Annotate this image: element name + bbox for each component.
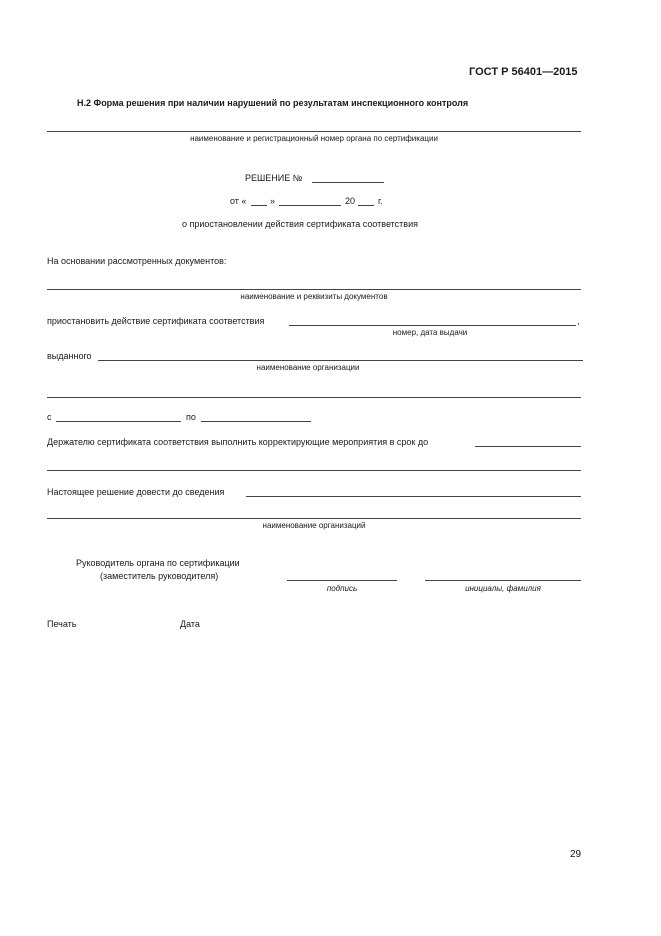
holder-extra-line — [47, 470, 581, 471]
date-year: 20 — [345, 196, 356, 206]
period-from-line — [56, 421, 181, 422]
decision-title: РЕШЕНИЕ № — [245, 173, 303, 183]
head-title-line2: (заместитель руководителя) — [100, 571, 219, 581]
basis-caption: наименование и реквизиты документов — [240, 292, 388, 301]
organization-extra-line — [47, 397, 581, 398]
standard-number: ГОСТ Р 56401—2015 — [469, 66, 578, 78]
signature-line — [287, 580, 397, 581]
date-mid: » — [270, 196, 276, 206]
date-day-line — [251, 205, 267, 206]
stamp-label: Печать — [47, 619, 77, 629]
organization-line — [98, 360, 583, 361]
period-to-line — [201, 421, 311, 422]
notify-text: Настоящее решение довести до сведения — [47, 487, 225, 497]
page-number: 29 — [570, 849, 582, 860]
date-suffix: г. — [378, 196, 383, 206]
section-title: Н.2 Форма решения при наличии нарушений по результатам инспекционного контроля — [77, 98, 469, 108]
period-to-label: по — [186, 412, 196, 422]
holder-text: Держателю сертификата соответствия выполнить корректирующие мероприятия в срок до — [47, 437, 429, 447]
head-title-line1: Руководитель органа по сертификации — [76, 558, 240, 568]
date-label: Дата — [180, 619, 200, 629]
name-caption: инициалы, фамилия — [465, 584, 541, 593]
deadline-line — [475, 446, 581, 447]
date-year-line — [358, 205, 374, 206]
suspend-caption: номер, дата выдачи — [392, 328, 468, 337]
basis-text: На основании рассмотренных документов: — [47, 256, 227, 266]
certificate-number-line — [289, 325, 576, 326]
suspend-comma: , — [577, 316, 580, 326]
decision-subject: о приостановлении действия сертификата соответствия — [182, 219, 418, 229]
notify-line — [246, 496, 581, 497]
signature-caption: подпись — [326, 584, 358, 593]
decision-number-line — [312, 182, 384, 183]
period-from-label: с — [47, 412, 52, 422]
name-line — [425, 580, 581, 581]
org-name-caption: наименование и регистрационный номер органа по сертификации — [190, 134, 438, 143]
issued-caption: наименование организации — [256, 363, 360, 372]
basis-documents-line — [47, 289, 581, 290]
notify-extra-line — [47, 518, 581, 519]
suspend-text: приостановить действие сертификата соответствия — [47, 316, 265, 326]
org-name-line — [47, 131, 581, 132]
notify-caption: наименование организаций — [262, 521, 366, 530]
date-prefix: от « — [230, 196, 247, 206]
issued-text: выданного — [47, 351, 92, 361]
date-month-line — [279, 205, 341, 206]
